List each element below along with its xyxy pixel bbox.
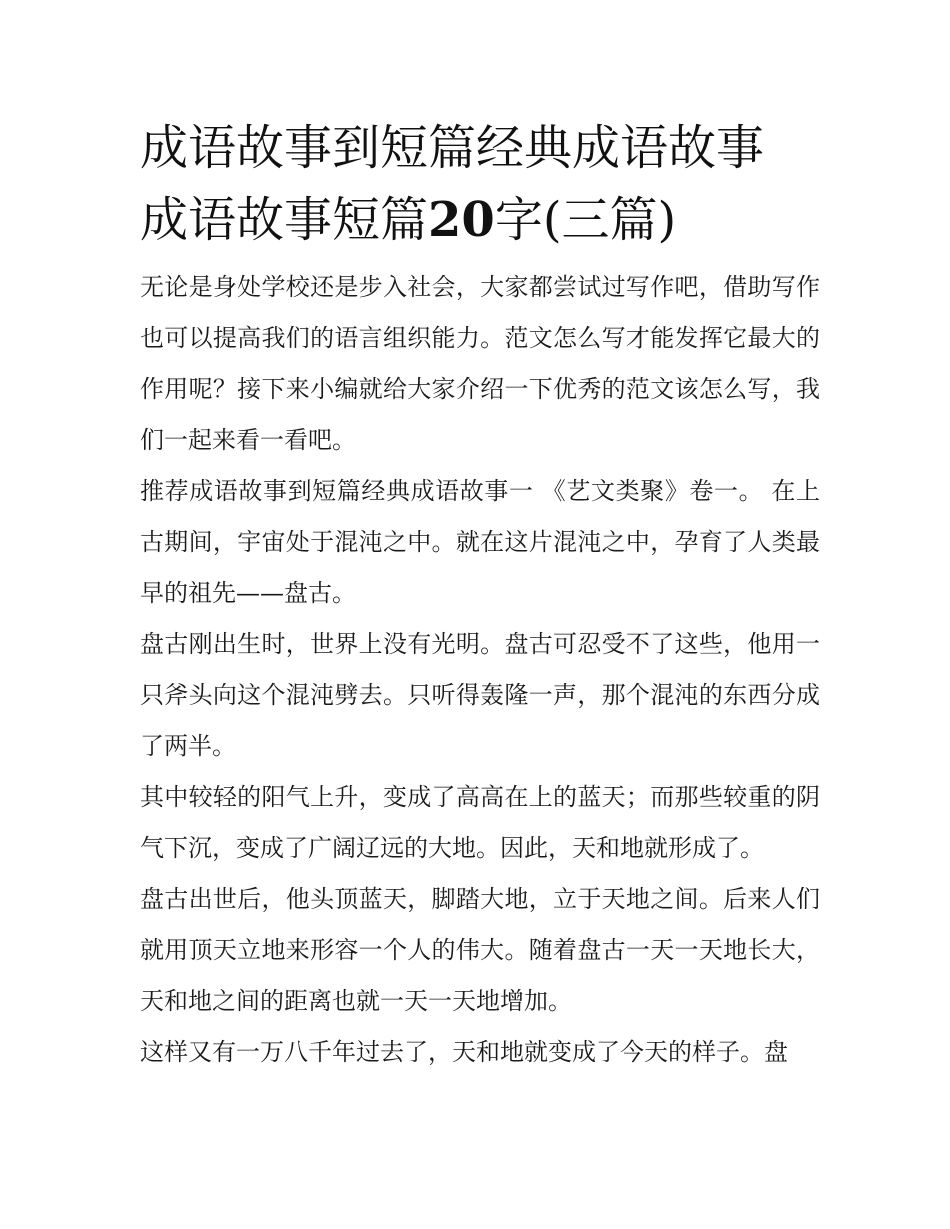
- document-title: [140, 112, 820, 256]
- paragraph-heaven-earth: 其中较轻的阳气上升，变成了高高在上的蓝天；而那些较重的阴气下沉，变成了广阔辽远的大地。因此，天和地就形成了。: [140, 783, 820, 862]
- paragraph-pangu-standing: 盘古出世后，他头顶蓝天，脚踏大地，立于天地之间。后来人们就用顶天立地来形容一个人的伟大。随着盘古一天一天地长大，天和地之间的距离也就一天一天地增加。: [140, 885, 820, 1015]
- paragraph-pangu-birth: 盘古刚出生时，世界上没有光明。盘古可忍受不了这些，他用一只斧头向这个混沌劈去。只听得轰隆一声，那个混沌的东西分成了两半。: [140, 630, 820, 760]
- paragraph-recommend: 推荐成语故事到短篇经典成语故事一 《艺文类聚》卷一。 在上古期间，宇宙处于混沌之中。就在这片混沌之中，孕育了人类最早的祖先——盘古。: [140, 477, 820, 607]
- title-line-2-suffix: 字(三篇): [494, 192, 677, 248]
- title-line-1: 成语故事到短篇经典成语故事: [140, 120, 765, 176]
- title-line-2-prefix: 成语故事短篇: [140, 192, 429, 248]
- document-body: [140, 112, 820, 1078]
- paragraph-intro: 无论是身处学校还是步入社会，大家都尝试过写作吧，借助写作也可以提高我们的语言组织能力。范文怎么写才能发挥它最大的作用呢？接下来小编就给大家介绍一下优秀的范文该怎么写，我们一起来看一看吧。: [140, 273, 820, 454]
- title-line-2-number: 20: [428, 192, 495, 248]
- paragraph-continuation: 这样又有一万八千年过去了，天和地就变成了今天的样子。盘: [140, 1038, 788, 1066]
